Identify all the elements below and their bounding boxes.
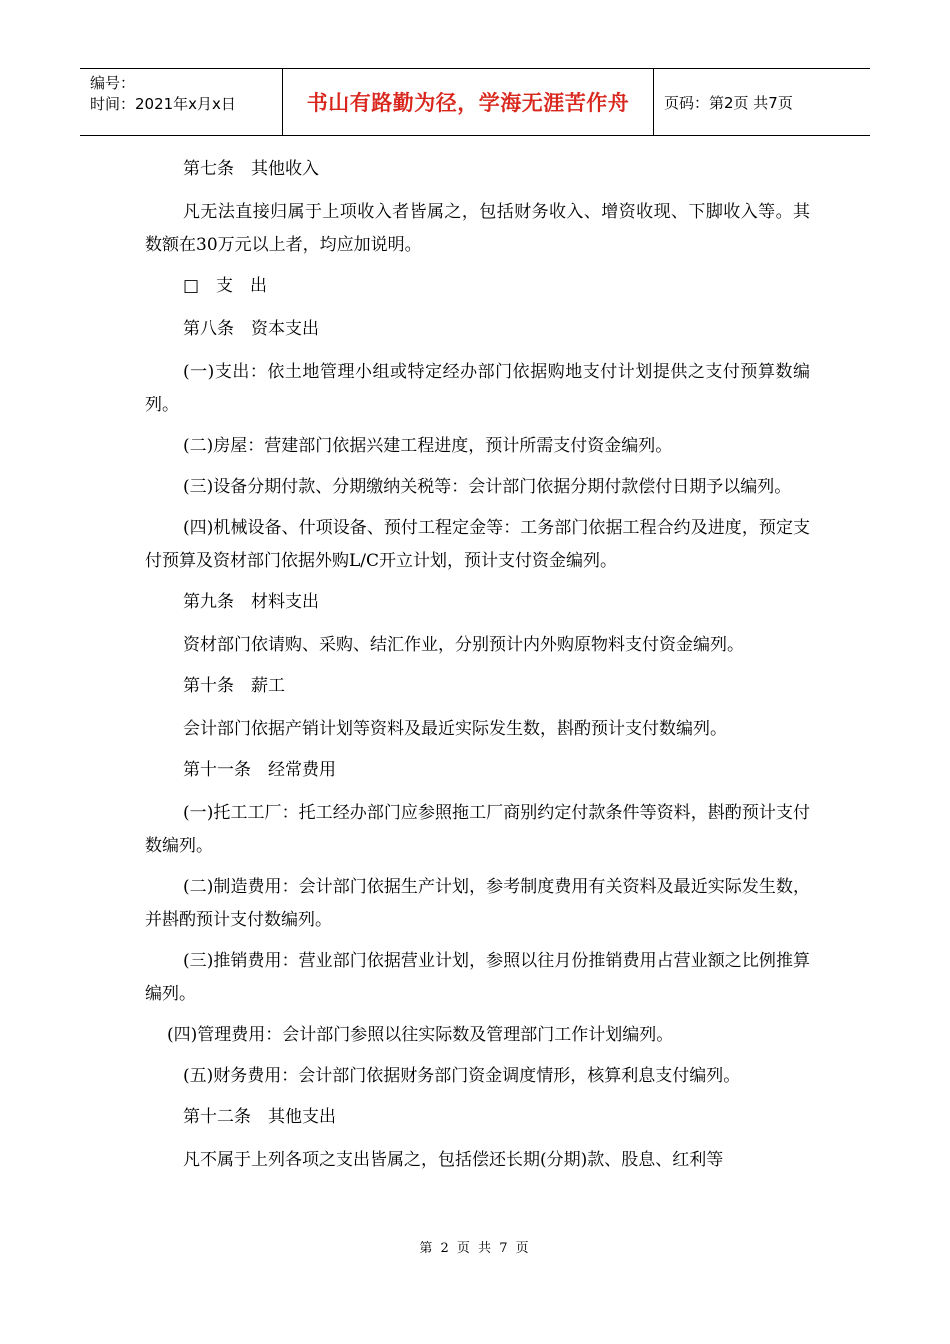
- article-9-heading: 第九条 材料支出: [183, 592, 319, 612]
- document-date: 时间：2021年x月x日: [90, 95, 236, 113]
- paragraph: (四)机械设备、什项设备、预付工程定金等：工务部门依据工程合约及进度，预定支付预算及资材部门依据外购L/C开立计划，预计支付资金编列。: [145, 518, 810, 571]
- paragraph: (四)管理费用：会计部门参照以往实际数及管理部门工作计划编列。: [167, 1025, 674, 1045]
- paragraph: (三)推销费用：营业部门依据营业计划，参照以往月份推销费用占营业额之比例推算编列。: [145, 951, 810, 1004]
- header-meta: [80, 69, 282, 135]
- page-header: [80, 68, 870, 136]
- header-page-info: 页码：第2页 共7页: [664, 93, 793, 112]
- article-12-heading: 第十二条 其他支出: [183, 1107, 336, 1127]
- document-body: [145, 153, 810, 1185]
- page-footer: 第 2 页 共 7 页: [419, 1241, 531, 1256]
- paragraph: (一)支出：依土地管理小组或特定经办部门依据购地支付计划提供之支付预算数编列。: [145, 362, 810, 415]
- paragraph: (三)设备分期付款、分期缴纳关税等：会计部门依据分期付款偿付日期予以编列。: [183, 477, 792, 497]
- article-11-heading: 第十一条 经常费用: [183, 760, 336, 780]
- document-number-label: 编号：: [90, 74, 136, 92]
- paragraph: 资材部门依请购、采购、结汇作业，分别预计内外购原物料支付资金编列。: [183, 635, 744, 655]
- paragraph: 凡不属于上列各项之支出皆属之，包括偿还长期(分期)款、股息、红利等: [183, 1150, 724, 1170]
- section-heading-expenditure: □ 支 出: [183, 276, 268, 296]
- article-8-heading: 第八条 资本支出: [183, 319, 319, 339]
- paragraph: (二)制造费用：会计部门依据生产计划，参考制度费用有关资料及最近实际发生数，并斟酌预计支付数编列。: [145, 877, 810, 930]
- paragraph: (一)托工工厂：托工经办部门应参照拖工厂商别约定付款条件等资料，斟酌预计支付数编列。: [145, 803, 810, 856]
- paragraph: 凡无法直接归属于上项收入者皆属之，包括财务收入、增资收现、下脚收入等。其数额在30万元以上者，均应加说明。: [145, 202, 810, 255]
- article-10-heading: 第十条 薪工: [183, 676, 285, 696]
- paragraph: 会计部门依据产销计划等资料及最近实际发生数，斟酌预计支付数编列。: [183, 719, 727, 739]
- article-7-heading: 第七条 其他收入: [183, 159, 319, 179]
- header-motto: 书山有路勤为径，学海无涯苦作舟: [282, 69, 654, 135]
- paragraph: (二)房屋：营建部门依据兴建工程进度，预计所需支付资金编列。: [183, 436, 673, 456]
- paragraph: (五)财务费用：会计部门依据财务部门资金调度情形，核算利息支付编列。: [183, 1066, 741, 1086]
